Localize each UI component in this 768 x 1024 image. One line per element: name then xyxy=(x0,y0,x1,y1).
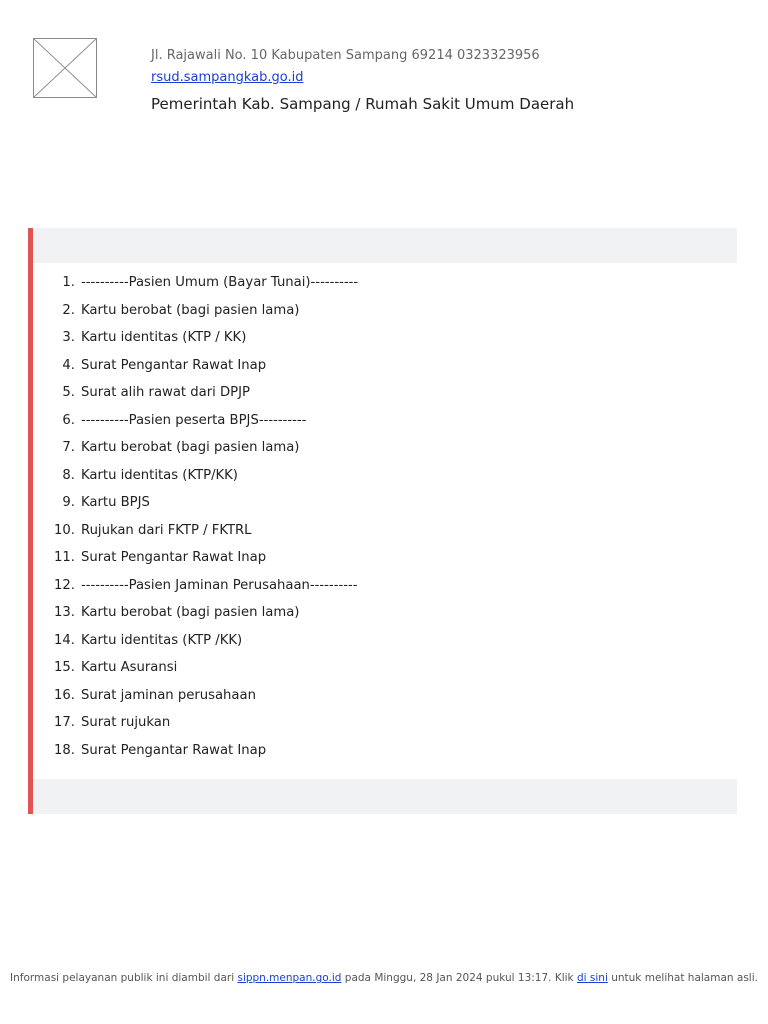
item-text: Kartu identitas (KTP /KK) xyxy=(81,632,243,648)
list-item xyxy=(33,572,358,600)
item-text: Kartu berobat (bagi pasien lama) xyxy=(81,440,300,455)
item-number: 1. xyxy=(62,275,75,290)
requirements-list xyxy=(33,269,358,764)
item-text: Surat alih rawat dari DPJP xyxy=(81,385,250,400)
list-item xyxy=(33,517,358,545)
item-number: 11. xyxy=(54,550,75,565)
item-number: 5. xyxy=(62,385,75,400)
original-page-link[interactable]: di sini xyxy=(576,972,608,984)
item-text: Surat Pengantar Rawat Inap xyxy=(81,357,267,373)
list-item xyxy=(33,709,358,737)
list-item xyxy=(33,324,358,352)
list-item xyxy=(33,462,358,490)
item-number: 15. xyxy=(54,660,75,675)
item-text: Rujukan dari FKTP / FKTRL xyxy=(81,522,252,538)
item-text: Kartu identitas (KTP / KK) xyxy=(81,330,247,345)
source-link[interactable]: sippn.menpan.go.id xyxy=(237,972,342,984)
organization-name: Pemerintah Kab. Sampang / Rumah Sakit Umum Daerah xyxy=(151,95,575,113)
item-text: Kartu berobat (bagi pasien lama) xyxy=(81,302,300,318)
page-footer xyxy=(0,972,768,984)
item-text: Surat rujukan xyxy=(81,715,171,730)
item-text: ----------Pasien Umum (Bayar Tunai)---------- xyxy=(81,275,359,290)
list-item xyxy=(33,407,358,435)
item-text: ----------Pasien peserta BPJS---------- xyxy=(81,412,307,428)
item-text: ----------Pasien Jaminan Perusahaan---------- xyxy=(81,577,358,593)
logo-placeholder xyxy=(33,38,97,98)
item-text: Kartu BPJS xyxy=(81,495,150,510)
panel-header-band xyxy=(33,228,737,263)
item-number: 8. xyxy=(62,467,75,483)
footer-suffix: untuk melihat halaman asli. xyxy=(611,972,758,984)
item-number: 17. xyxy=(54,715,75,730)
footer-prefix: Informasi pelayanan publik ini diambil dari xyxy=(10,972,235,984)
list-item xyxy=(33,627,358,655)
item-number: 10. xyxy=(54,522,75,538)
list-item xyxy=(33,434,358,462)
item-number: 7. xyxy=(62,440,75,455)
item-number: 3. xyxy=(62,330,75,345)
page-header xyxy=(151,46,574,115)
item-text: Surat Pengantar Rawat Inap xyxy=(81,550,267,565)
list-item xyxy=(33,654,358,682)
list-item xyxy=(33,737,358,765)
broken-image-icon xyxy=(34,39,96,97)
requirements-panel xyxy=(28,228,737,814)
item-number: 16. xyxy=(54,687,75,703)
item-text: Surat jaminan perusahaan xyxy=(81,687,256,703)
list-item xyxy=(33,379,358,407)
website-link[interactable]: rsud.sampangkab.go.id xyxy=(151,70,304,85)
item-text: Kartu Asuransi xyxy=(81,660,178,675)
item-text: Kartu identitas (KTP/KK) xyxy=(81,467,238,483)
item-number: 2. xyxy=(62,302,75,318)
item-number: 13. xyxy=(54,605,75,620)
item-number: 18. xyxy=(54,742,75,758)
list-item xyxy=(33,599,358,627)
item-number: 12. xyxy=(54,577,75,593)
footer-middle: pada Minggu, 28 Jan 2024 pukul 13:17. Klik xyxy=(344,972,574,984)
item-number: 14. xyxy=(54,632,75,648)
list-item xyxy=(33,352,358,380)
item-text: Kartu berobat (bagi pasien lama) xyxy=(81,605,300,620)
list-item xyxy=(33,297,358,325)
address-text: Jl. Rajawali No. 10 Kabupaten Sampang 69214 0323323956 xyxy=(151,48,540,63)
list-item xyxy=(33,269,358,297)
item-text: Surat Pengantar Rawat Inap xyxy=(81,742,267,758)
item-number: 9. xyxy=(62,495,75,510)
list-item xyxy=(33,682,358,710)
list-item xyxy=(33,544,358,572)
panel-footer-band xyxy=(33,779,737,814)
list-item xyxy=(33,489,358,517)
item-number: 4. xyxy=(62,357,75,373)
item-number: 6. xyxy=(62,412,75,428)
